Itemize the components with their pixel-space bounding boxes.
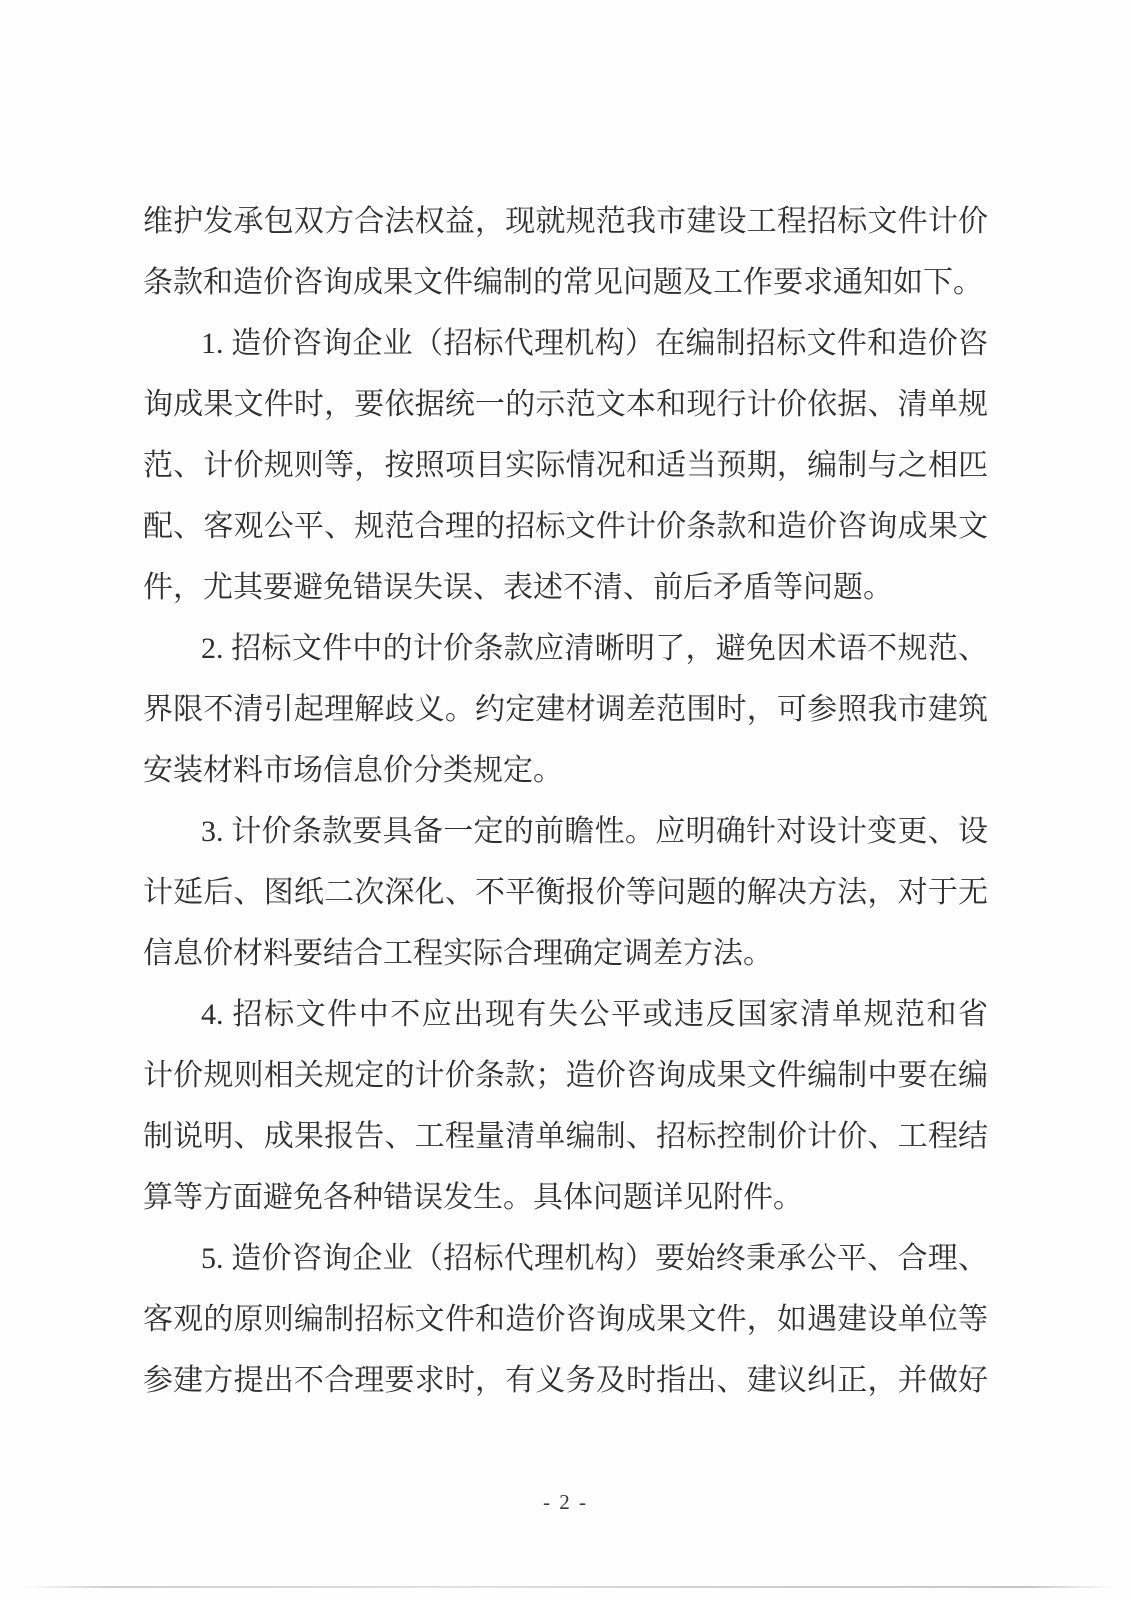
text-line: 参建方提出不合理要求时，有义务及时指出、建议纠正，并做好 (143, 1364, 988, 1397)
text-line: 制说明、成果报告、工程量清单编制、招标控制价计价、工程结 (143, 1120, 988, 1153)
text-line: 1. 造价咨询企业（招标代理机构）在编制招标文件和造价咨 (201, 327, 988, 360)
text-line: 条款和造价咨询成果文件编制的常见问题及工作要求通知如下。 (143, 266, 983, 299)
page-number: - 2 - (543, 1490, 588, 1514)
text-line: 范、计价规则等，按照项目实际情况和适当预期，编制与之相匹 (143, 449, 988, 482)
text-line: 2. 招标文件中的计价条款应清晰明了，避免因术语不规范、 (201, 632, 988, 665)
document-body (143, 191, 988, 1411)
text-line: 4. 招标文件中不应出现有失公平或违反国家清单规范和省 (201, 998, 988, 1031)
page-footer (0, 1490, 1131, 1515)
text-line: 界限不清引起理解歧义。约定建材调差范围时，可参照我市建筑 (143, 693, 988, 726)
text-line: 算等方面避免各种错误发生。具体问题详见附件。 (143, 1181, 803, 1214)
text-line: 5. 造价咨询企业（招标代理机构）要始终秉承公平、合理、 (201, 1242, 988, 1275)
text-line: 计价规则相关规定的计价条款；造价咨询成果文件编制中要在编 (143, 1059, 988, 1092)
text-line: 客观的原则编制招标文件和造价咨询成果文件，如遇建设单位等 (143, 1303, 988, 1336)
scan-edge-artifact (22, 1586, 1114, 1588)
text-line: 计延后、图纸二次深化、不平衡报价等问题的解决方法，对于无 (143, 876, 988, 909)
text-line: 信息价材料要结合工程实际合理确定调差方法。 (143, 937, 773, 970)
text-line: 3. 计价条款要具备一定的前瞻性。应明确针对设计变更、设 (201, 815, 988, 848)
text-line: 维护发承包双方合法权益，现就规范我市建设工程招标文件计价 (143, 205, 988, 238)
text-line: 安装材料市场信息价分类规定。 (143, 754, 563, 787)
text-line: 配、客观公平、规范合理的招标文件计价条款和造价咨询成果文 (143, 510, 988, 543)
text-line: 询成果文件时，要依据统一的示范文本和现行计价依据、清单规 (143, 388, 988, 421)
text-line: 件，尤其要避免错误失误、表述不清、前后矛盾等问题。 (143, 571, 893, 604)
